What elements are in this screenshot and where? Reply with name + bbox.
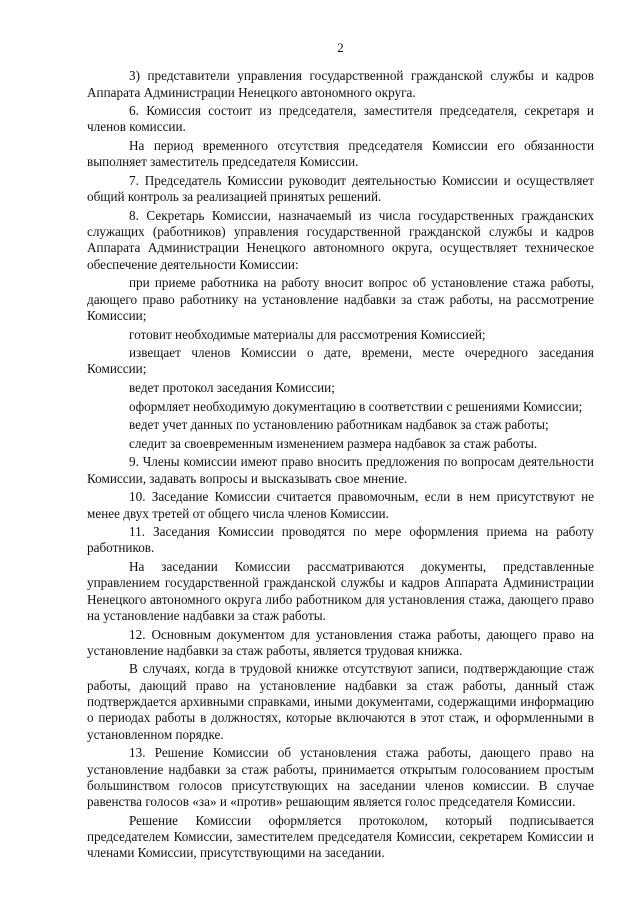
paragraph: готовит необходимые материалы для рассмотрения Комиссией; xyxy=(129,326,486,342)
paragraph: 11. Заседания Комиссии проводятся по мере оформления приема на работу работников. xyxy=(87,524,594,556)
paragraph: при приеме работника на работу вносит вопрос об установление стажа работы, дающего право работнику на установление надбавки за стаж работы, на рассмотрение Комиссии; xyxy=(87,275,594,323)
paragraph: 10. Заседание Комиссии считается правомочным, если в нем присутствуют не менее двух третей от общего числа членов Комиссии. xyxy=(87,489,594,521)
paragraph: 9. Члены комиссии имеют право вносить предложения по вопросам деятельности Комиссии, задавать вопросы и высказывать свое мнение. xyxy=(87,454,594,486)
paragraph: 8. Секретарь Комиссии, назначаемый из числа государственных гражданских служащих (работников) управления государственной гражданской службы и кадров Аппарата Администрации Ненецкого автономного округа, осуществляет техническое обеспечение деятельности Комиссии: xyxy=(87,207,594,272)
paragraph: ведет учет данных по установлению работникам надбавок за стаж работы; xyxy=(129,417,549,433)
paragraph: На заседании Комиссии рассматриваются документы, представленные управлением государственной гражданской службы и кадров Аппарата Администрации Ненецкого автономного округа либо работником для установления стажа, дающего право на установление надбавки за стаж работы. xyxy=(87,559,594,623)
paragraph: извещает членов Комиссии о дате, времени, месте очередного заседания Комиссии; xyxy=(87,345,594,377)
paragraph: Решение Комиссии оформляется протоколом, который подписывается председателем Комиссии, заместителем председателя Комиссии, секретарем Комиссии и членами Комиссии, присутствующими на заседании. xyxy=(87,812,594,861)
paragraph: 6. Комиссия состоит из председателя, заместителя председателя, секретаря и членов комиссии. xyxy=(87,103,594,135)
paragraph: 13. Решение Комиссии об установления стажа работы, дающего право на установление надбавки за стаж работы, принимается открытым голосованием простым большинством голосов присутствующих на заседании членов комиссии. В случае равенства голосов «за» и «против» решающим является голос председателя Комиссии. xyxy=(87,745,594,810)
paragraph: оформляет необходимую документацию в соответствии с решениями Комиссии; xyxy=(129,398,583,414)
paragraph: 3) представители управления государственной гражданской службы и кадров Аппарата Администрации Ненецкого автономного округа. xyxy=(87,68,594,100)
page-number: 2 xyxy=(337,40,344,55)
paragraph: ведет протокол заседания Комиссии; xyxy=(129,380,335,396)
paragraph: На период временного отсутствия председателя Комиссии его обязанности выполняет заместитель председателя Комиссии. xyxy=(87,138,594,170)
paragraph: 7. Председатель Комиссии руководит деятельностью Комиссии и осуществляет общий контроль за реализацией принятых решений. xyxy=(87,172,594,205)
paragraph: В случаях, когда в трудовой книжке отсутствуют записи, подтверждающие стаж работы, дающий право на установление надбавки за стаж работы, данный стаж подтверждается архивными справками, иными документами, содержащими информацию о периодах работы в должностях, которые включаются в этот стаж, и оформленными в установленном порядке. xyxy=(87,661,594,742)
paragraph: 12. Основным документом для установления стажа работы, дающего право на установление надбавки за стаж работы, является трудовая книжка. xyxy=(87,626,594,658)
paragraph: следит за своевременным изменением размера надбавок за стаж работы. xyxy=(129,435,538,451)
